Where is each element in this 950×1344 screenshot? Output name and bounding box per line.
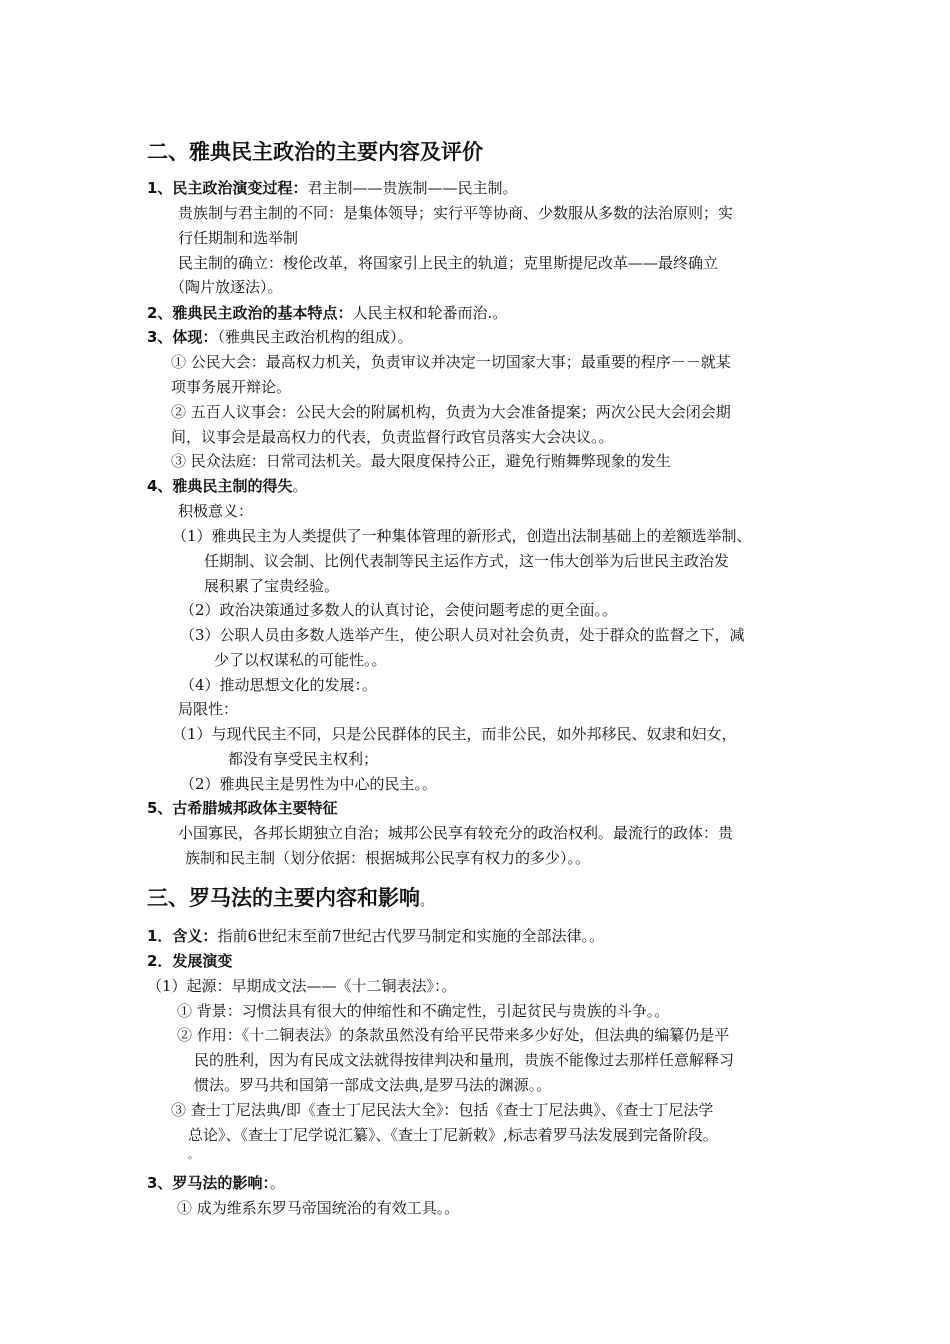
paragraph-line: （4）推动思想文化的发展：。 bbox=[180, 676, 378, 694]
item-2-heading: 2、雅典民主政治的基本特点： bbox=[147, 304, 353, 322]
item-4-heading: 4、雅典民主制的得失 bbox=[147, 477, 293, 495]
paragraph-line: 惯法。罗马共和国第一部成文法典,是罗马法的渊源。。 bbox=[194, 1076, 552, 1094]
paragraph-line: 都没有享受民主权利； bbox=[228, 750, 379, 768]
item-3 bbox=[147, 327, 412, 347]
sec3-item-1-heading: 1．含义： bbox=[147, 927, 218, 945]
paragraph-line: （1）起源：早期成文法——《十二铜表法》：。 bbox=[147, 977, 457, 995]
item-2 bbox=[147, 303, 507, 323]
item-2-text: 人民主权和轮番而治.。 bbox=[352, 304, 508, 322]
item-3-text: （雅典民主政治机构的组成）。 bbox=[217, 328, 413, 346]
sec3-item-2-heading: 2．发展演变 bbox=[147, 952, 233, 970]
paragraph-line: 总论》、《查士丁尼学说汇纂》、《查士丁尼新敕》,标志着罗马法发展到完备阶段。 bbox=[188, 1126, 718, 1144]
paragraph-line: ③ 查士丁尼法典/即《查士丁尼民法大全》：包括《查士丁尼法典》、《查士丁尼法学 bbox=[171, 1101, 714, 1119]
paragraph-line: 小国寡民，各邦长期独立自治；城邦公民享有较充分的政治权利。最流行的政体：贵 bbox=[178, 824, 734, 842]
section-3-title-text: 三、罗马法的主要内容和影响 bbox=[147, 886, 420, 910]
paragraph-line: 积极意义： bbox=[178, 502, 254, 520]
paragraph-line: 民主制的确立：梭伦改革，将国家引上民主的轨道；克里斯提尼改革——最终确立 bbox=[178, 254, 719, 272]
paragraph-line: ② 五百人议事会：公民大会的附属机构，负责为大会准备提案；两次公民大会闭会期 bbox=[171, 403, 731, 421]
paragraph-line: 行任期制和选举制 bbox=[178, 229, 299, 247]
paragraph-line: 项事务展开辩论。 bbox=[171, 378, 292, 396]
paragraph-line: ① 公民大会：最高权力机关，负责审议并决定一切国家大事；最重要的程序－－就某 bbox=[171, 353, 731, 371]
paragraph-line: ① 背景：习惯法具有很大的伸缩性和不确定性，引起贫民与贵族的斗争。。 bbox=[177, 1002, 670, 1020]
paragraph-mark: 。 bbox=[269, 1174, 285, 1192]
paragraph-line: ② 作用：《十二铜表法》的条款虽然没有给平民带来多少好处，但法典的编纂仍是平 bbox=[177, 1026, 730, 1044]
section-2-title: 二、雅典民主政治的主要内容及评价 bbox=[147, 140, 483, 164]
paragraph-line: 展积累了宝贵经验。 bbox=[204, 577, 340, 595]
paragraph-line: 民的胜利，因为有民成文法就得按律判决和量刑，贵族不能像过去那样任意解释习 bbox=[194, 1051, 735, 1069]
paragraph-line: （1）与现代民主不同，只是公民群体的民主，而非公民，如外邦移民、奴隶和妇女， bbox=[172, 725, 737, 743]
item-4 bbox=[147, 476, 307, 496]
item-1 bbox=[147, 178, 517, 198]
paragraph-line: 任期制、议会制、比例代表制等民主运作方式，这一伟大创举为后世民主政治发 bbox=[204, 552, 730, 570]
item-1-heading: 1、民主政治演变过程： bbox=[147, 179, 308, 197]
paragraph-line: 贵族制与君主制的不同：是集体领导；实行平等协商、少数服从多数的法治原则；实 bbox=[178, 204, 734, 222]
paragraph-line: （1）雅典民主为人类提供了一种集体管理的新形式，创造出法制基础上的差额选举制、 bbox=[172, 527, 752, 545]
paragraph-mark: 。 bbox=[420, 894, 434, 909]
paragraph-line: （2）政治决策通过多数人的认真讨论，会使问题考虑的更全面。。 bbox=[180, 601, 618, 619]
paragraph-line: 间，议事会是最高权力的代表，负责监督行政官员落实大会决议。。 bbox=[171, 428, 614, 446]
paragraph-line: （2）雅典民主是男性为中心的民主。。 bbox=[180, 775, 438, 793]
item-3-heading: 3、体现： bbox=[147, 328, 218, 346]
sec3-item-3-heading: 3、罗马法的影响： bbox=[147, 1174, 270, 1192]
paragraph-line: 局限性： bbox=[178, 700, 239, 718]
sec3-item-2 bbox=[147, 951, 232, 971]
paragraph-line: （3）公职人员由多数人选举产生，使公职人员对社会负责，处于群众的监督之下，减 bbox=[180, 626, 745, 644]
item-5-heading: 5、古希腊城邦政体主要特征 bbox=[147, 799, 338, 817]
sec3-item-1-text: 指前6世纪末至前7世纪古代罗马制定和实施的全部法律。。 bbox=[217, 927, 605, 945]
paragraph-line: （陶片放逐法）。 bbox=[170, 278, 283, 296]
paragraph-line: ③ 民众法庭：日常司法机关。最大限度保持公正，避免行贿舞弊现象的发生 bbox=[171, 452, 671, 470]
item-5 bbox=[147, 798, 337, 818]
paragraph-line: 少了以权谋私的可能性。。 bbox=[214, 651, 387, 669]
section-3-title bbox=[147, 884, 433, 916]
paragraph-mark: 。 bbox=[292, 477, 308, 495]
paragraph-line: 族制和民主制（划分依据：根据城邦公民享有权力的多少）。。 bbox=[185, 849, 591, 867]
sec3-item-3 bbox=[147, 1173, 285, 1193]
paragraph-mark: 。 bbox=[188, 1148, 199, 1161]
paragraph-line: ① 成为维系东罗马帝国统治的有效工具。。 bbox=[177, 1199, 460, 1217]
item-1-text: 君主制——贵族制——民主制。 bbox=[307, 179, 518, 197]
sec3-item-1 bbox=[147, 926, 604, 946]
